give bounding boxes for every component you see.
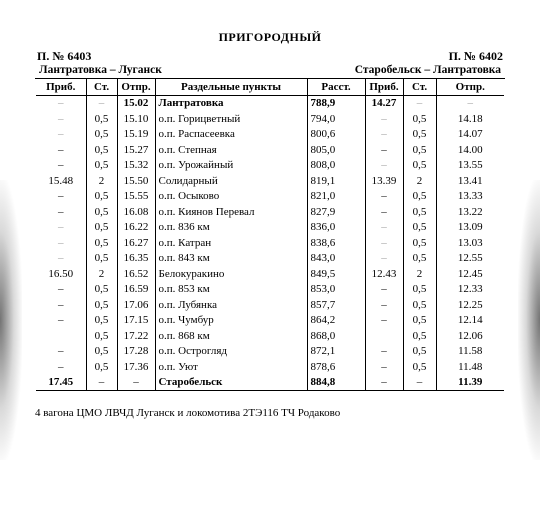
cell-stop-left: 0,5 bbox=[86, 328, 117, 344]
cell-arrival-left: 17.45 bbox=[36, 375, 86, 391]
cell-arrival-left: 16.50 bbox=[48, 267, 74, 280]
cell-departure-left: 16.22 bbox=[117, 220, 155, 236]
table-row bbox=[36, 95, 504, 111]
cell-distance: 849,5 bbox=[307, 266, 365, 282]
cell-departure-right: 13.41 bbox=[436, 173, 504, 189]
col-header-departure-right: Отпр. bbox=[436, 79, 504, 95]
table-row bbox=[36, 313, 504, 329]
cell-departure-left: 17.36 bbox=[117, 359, 155, 375]
cell-distance: 800,6 bbox=[307, 127, 365, 143]
cell-arrival-right: – bbox=[365, 158, 403, 174]
page-title: ПРИГОРОДНЫЙ bbox=[218, 30, 322, 44]
cell-station: о.п. Степная bbox=[155, 142, 307, 158]
cell-stop-left: 0,5 bbox=[86, 297, 117, 313]
cell-stop-left: 0,5 bbox=[86, 344, 117, 360]
cell-stop-right: 0,5 bbox=[403, 282, 436, 298]
cell-departure-right: 13.22 bbox=[436, 204, 504, 220]
cell-arrival-left: – bbox=[58, 360, 64, 373]
cell-station: Солидарный bbox=[155, 173, 307, 189]
table-row bbox=[36, 142, 504, 158]
table-row bbox=[36, 204, 504, 220]
cell-arrival-left bbox=[36, 328, 86, 344]
cell-departure-right: 13.33 bbox=[436, 189, 504, 205]
cell-distance: 884,8 bbox=[307, 375, 365, 391]
cell-distance: 857,7 bbox=[307, 297, 365, 313]
col-header-stop-right: Ст. bbox=[403, 79, 436, 95]
cell-arrival-right: – bbox=[365, 127, 403, 143]
cell-departure-right: 12.33 bbox=[436, 282, 504, 298]
cell-arrival-right: – bbox=[365, 359, 403, 375]
table-row bbox=[36, 359, 504, 375]
table-row bbox=[36, 189, 504, 205]
cell-distance: 843,0 bbox=[307, 251, 365, 267]
cell-departure-right: 14.00 bbox=[436, 142, 504, 158]
cell-station: о.п. 853 км bbox=[155, 282, 307, 298]
cell-stop-right: 0,5 bbox=[403, 297, 436, 313]
cell-stop-right: 0,5 bbox=[403, 158, 436, 174]
cell-departure-left: – bbox=[117, 375, 155, 391]
cell-stop-right: 0,5 bbox=[403, 189, 436, 205]
cell-departure-left: 16.59 bbox=[117, 282, 155, 298]
cell-distance: 819,1 bbox=[307, 173, 365, 189]
cell-stop-left: 2 bbox=[86, 266, 117, 282]
cell-departure-right: 11.58 bbox=[436, 344, 504, 360]
cell-stop-left: 2 bbox=[86, 173, 117, 189]
cell-departure-right: 12.45 bbox=[436, 266, 504, 282]
timetable-body bbox=[36, 95, 504, 391]
cell-arrival-left: – bbox=[58, 314, 64, 327]
cell-arrival-right: – bbox=[365, 220, 403, 236]
cell-departure-left: 15.10 bbox=[117, 111, 155, 127]
cell-stop-left: – bbox=[86, 95, 117, 111]
cell-arrival-right: – bbox=[365, 282, 403, 298]
cell-distance: 788,9 bbox=[307, 95, 365, 111]
cell-arrival-right: – bbox=[365, 235, 403, 251]
cell-arrival-left: – bbox=[58, 236, 64, 249]
cell-arrival-right: – bbox=[365, 313, 403, 329]
cell-arrival-right: – bbox=[365, 375, 403, 391]
cell-stop-left: – bbox=[86, 375, 117, 391]
table-row bbox=[36, 282, 504, 298]
cell-distance: 878,6 bbox=[307, 359, 365, 375]
cell-station: о.п. Горицветный bbox=[155, 111, 307, 127]
cell-stop-right: 0,5 bbox=[403, 344, 436, 360]
cell-distance: 864,2 bbox=[307, 313, 365, 329]
train-number-left: П. № 6403 bbox=[37, 49, 92, 63]
cell-stop-left: 0,5 bbox=[86, 127, 117, 143]
table-row bbox=[36, 251, 504, 267]
cell-stop-right: 2 bbox=[403, 173, 436, 189]
cell-distance: 821,0 bbox=[307, 189, 365, 205]
cell-stop-left: 0,5 bbox=[86, 189, 117, 205]
cell-departure-left: 17.28 bbox=[117, 344, 155, 360]
cell-arrival-left: – bbox=[58, 298, 64, 311]
cell-stop-right: 0,5 bbox=[403, 313, 436, 329]
cell-distance: 808,0 bbox=[307, 158, 365, 174]
cell-departure-right: 14.07 bbox=[436, 127, 504, 143]
cell-arrival-left: – bbox=[58, 205, 64, 218]
cell-departure-left: 17.15 bbox=[117, 313, 155, 329]
cell-stop-left: 0,5 bbox=[86, 220, 117, 236]
table-header-row bbox=[36, 79, 504, 95]
cell-departure-left: 17.22 bbox=[117, 328, 155, 344]
cell-station: о.п. Осыково bbox=[155, 189, 307, 205]
cell-stop-right: 0,5 bbox=[403, 142, 436, 158]
col-header-stations: Раздельные пункты bbox=[155, 79, 307, 95]
cell-station: о.п. Уют bbox=[155, 359, 307, 375]
cell-stop-right: 0,5 bbox=[403, 328, 436, 344]
cell-stop-right: 0,5 bbox=[403, 359, 436, 375]
cell-departure-right: 12.06 bbox=[436, 328, 504, 344]
col-header-arrival-right: Приб. bbox=[365, 79, 403, 95]
cell-arrival-right: – bbox=[365, 189, 403, 205]
cell-distance: 827,9 bbox=[307, 204, 365, 220]
cell-distance: 794,0 bbox=[307, 111, 365, 127]
cell-station: Старобельск bbox=[155, 375, 307, 391]
cell-stop-left: 0,5 bbox=[86, 111, 117, 127]
cell-departure-left: 15.19 bbox=[117, 127, 155, 143]
cell-departure-right: 12.55 bbox=[436, 251, 504, 267]
cell-departure-right: 13.03 bbox=[436, 235, 504, 251]
cell-station: о.п. Чумбур bbox=[155, 313, 307, 329]
cell-arrival-left: 15.48 bbox=[48, 174, 74, 187]
cell-departure-left: 16.08 bbox=[117, 204, 155, 220]
cell-departure-right: 11.39 bbox=[436, 375, 504, 391]
cell-departure-right: 12.25 bbox=[436, 297, 504, 313]
cell-stop-left: 0,5 bbox=[86, 359, 117, 375]
timetable bbox=[36, 79, 504, 391]
cell-departure-left: 15.55 bbox=[117, 189, 155, 205]
cell-stop-left: 0,5 bbox=[86, 142, 117, 158]
table-row bbox=[36, 127, 504, 143]
col-header-distance: Расст. bbox=[307, 79, 365, 95]
cell-departure-right: – bbox=[436, 95, 504, 111]
table-row bbox=[36, 158, 504, 174]
cell-arrival-left: – bbox=[58, 252, 64, 265]
train-numbers bbox=[35, 49, 505, 64]
cell-departure-right: 11.48 bbox=[436, 359, 504, 375]
cell-station: о.п. Распасеевка bbox=[155, 127, 307, 143]
cell-distance: 838,6 bbox=[307, 235, 365, 251]
cell-arrival-right: – bbox=[365, 344, 403, 360]
table-row bbox=[36, 235, 504, 251]
cell-arrival-right: – bbox=[365, 297, 403, 313]
cell-station: о.п. Острогляд bbox=[155, 344, 307, 360]
cell-station: о.п. Урожайный bbox=[155, 158, 307, 174]
cell-arrival-right: 14.27 bbox=[365, 95, 403, 111]
col-header-arrival-left: Приб. bbox=[36, 79, 86, 95]
table-row bbox=[36, 375, 504, 391]
cell-station: о.п. Катран bbox=[155, 235, 307, 251]
cell-arrival-left: – bbox=[58, 128, 64, 141]
cell-stop-right: 0,5 bbox=[403, 204, 436, 220]
cell-stop-right: 0,5 bbox=[403, 111, 436, 127]
cell-stop-left: 0,5 bbox=[86, 282, 117, 298]
page-shadow-left bbox=[0, 180, 22, 460]
cell-station: Лантратовка bbox=[155, 95, 307, 111]
cell-departure-right: 13.55 bbox=[436, 158, 504, 174]
cell-station: о.п. Лубянка bbox=[155, 297, 307, 313]
col-header-stop-left: Ст. bbox=[86, 79, 117, 95]
table-row bbox=[36, 266, 504, 282]
cell-arrival-left: – bbox=[58, 190, 64, 203]
table-row bbox=[36, 173, 504, 189]
cell-departure-right: 14.18 bbox=[436, 111, 504, 127]
page-shadow-right bbox=[518, 180, 540, 460]
cell-station: Белокуракино bbox=[155, 266, 307, 282]
cell-distance: 868,0 bbox=[307, 328, 365, 344]
train-composition-note: 4 вагона ЦМО ЛВЧД Луганск и локомотива 2ТЭ116 ТЧ Родаково bbox=[35, 407, 341, 419]
cell-arrival-right: – bbox=[365, 251, 403, 267]
cell-departure-left: 15.50 bbox=[117, 173, 155, 189]
cell-arrival-right: – bbox=[365, 204, 403, 220]
cell-departure-right: 13.09 bbox=[436, 220, 504, 236]
cell-stop-right: – bbox=[403, 375, 436, 391]
route-right: Старобельск – Лантратовка bbox=[354, 64, 501, 76]
table-row bbox=[36, 297, 504, 313]
cell-station: о.п. 843 км bbox=[155, 251, 307, 267]
cell-distance: 853,0 bbox=[307, 282, 365, 298]
cell-stop-left: 0,5 bbox=[86, 158, 117, 174]
cell-stop-left: 0,5 bbox=[86, 313, 117, 329]
cell-departure-right: 12.14 bbox=[436, 313, 504, 329]
cell-arrival-right: 13.39 bbox=[365, 173, 403, 189]
cell-station: о.п. 836 км bbox=[155, 220, 307, 236]
cell-stop-left: 0,5 bbox=[86, 235, 117, 251]
cell-arrival-left: – bbox=[58, 97, 64, 110]
cell-departure-left: 17.06 bbox=[117, 297, 155, 313]
cell-stop-right: 0,5 bbox=[403, 251, 436, 267]
cell-arrival-left: – bbox=[58, 345, 64, 358]
train-number-right: П. № 6402 bbox=[448, 49, 503, 63]
cell-arrival-left: – bbox=[58, 143, 64, 156]
cell-distance: 805,0 bbox=[307, 142, 365, 158]
table-row bbox=[36, 328, 504, 344]
train-routes bbox=[35, 64, 505, 79]
cell-arrival-right bbox=[365, 328, 403, 344]
route-left: Лантратовка – Луганск bbox=[39, 64, 162, 76]
cell-arrival-right: – bbox=[365, 142, 403, 158]
table-row bbox=[36, 111, 504, 127]
cell-stop-right: 2 bbox=[403, 266, 436, 282]
cell-stop-right: 0,5 bbox=[403, 235, 436, 251]
cell-stop-left: 0,5 bbox=[86, 251, 117, 267]
cell-arrival-right: 12.43 bbox=[365, 266, 403, 282]
table-row bbox=[36, 220, 504, 236]
timetable-document bbox=[35, 30, 505, 419]
cell-stop-right: 0,5 bbox=[403, 220, 436, 236]
cell-departure-left: 16.35 bbox=[117, 251, 155, 267]
col-header-departure-left: Отпр. bbox=[117, 79, 155, 95]
cell-arrival-right: – bbox=[365, 111, 403, 127]
cell-distance: 836,0 bbox=[307, 220, 365, 236]
cell-stop-right: 0,5 bbox=[403, 127, 436, 143]
table-row bbox=[36, 344, 504, 360]
cell-arrival-left: – bbox=[58, 159, 64, 172]
cell-distance: 872,1 bbox=[307, 344, 365, 360]
cell-stop-right: – bbox=[403, 95, 436, 111]
cell-departure-left: 15.32 bbox=[117, 158, 155, 174]
cell-departure-left: 16.52 bbox=[117, 266, 155, 282]
cell-arrival-left: – bbox=[58, 112, 64, 125]
cell-arrival-left: – bbox=[58, 283, 64, 296]
cell-departure-left: 16.27 bbox=[117, 235, 155, 251]
cell-departure-left: 15.27 bbox=[117, 142, 155, 158]
cell-departure-left: 15.02 bbox=[117, 95, 155, 111]
cell-stop-left: 0,5 bbox=[86, 204, 117, 220]
cell-station: о.п. Киянов Перевал bbox=[155, 204, 307, 220]
cell-station: о.п. 868 км bbox=[155, 328, 307, 344]
cell-arrival-left: – bbox=[58, 221, 64, 234]
